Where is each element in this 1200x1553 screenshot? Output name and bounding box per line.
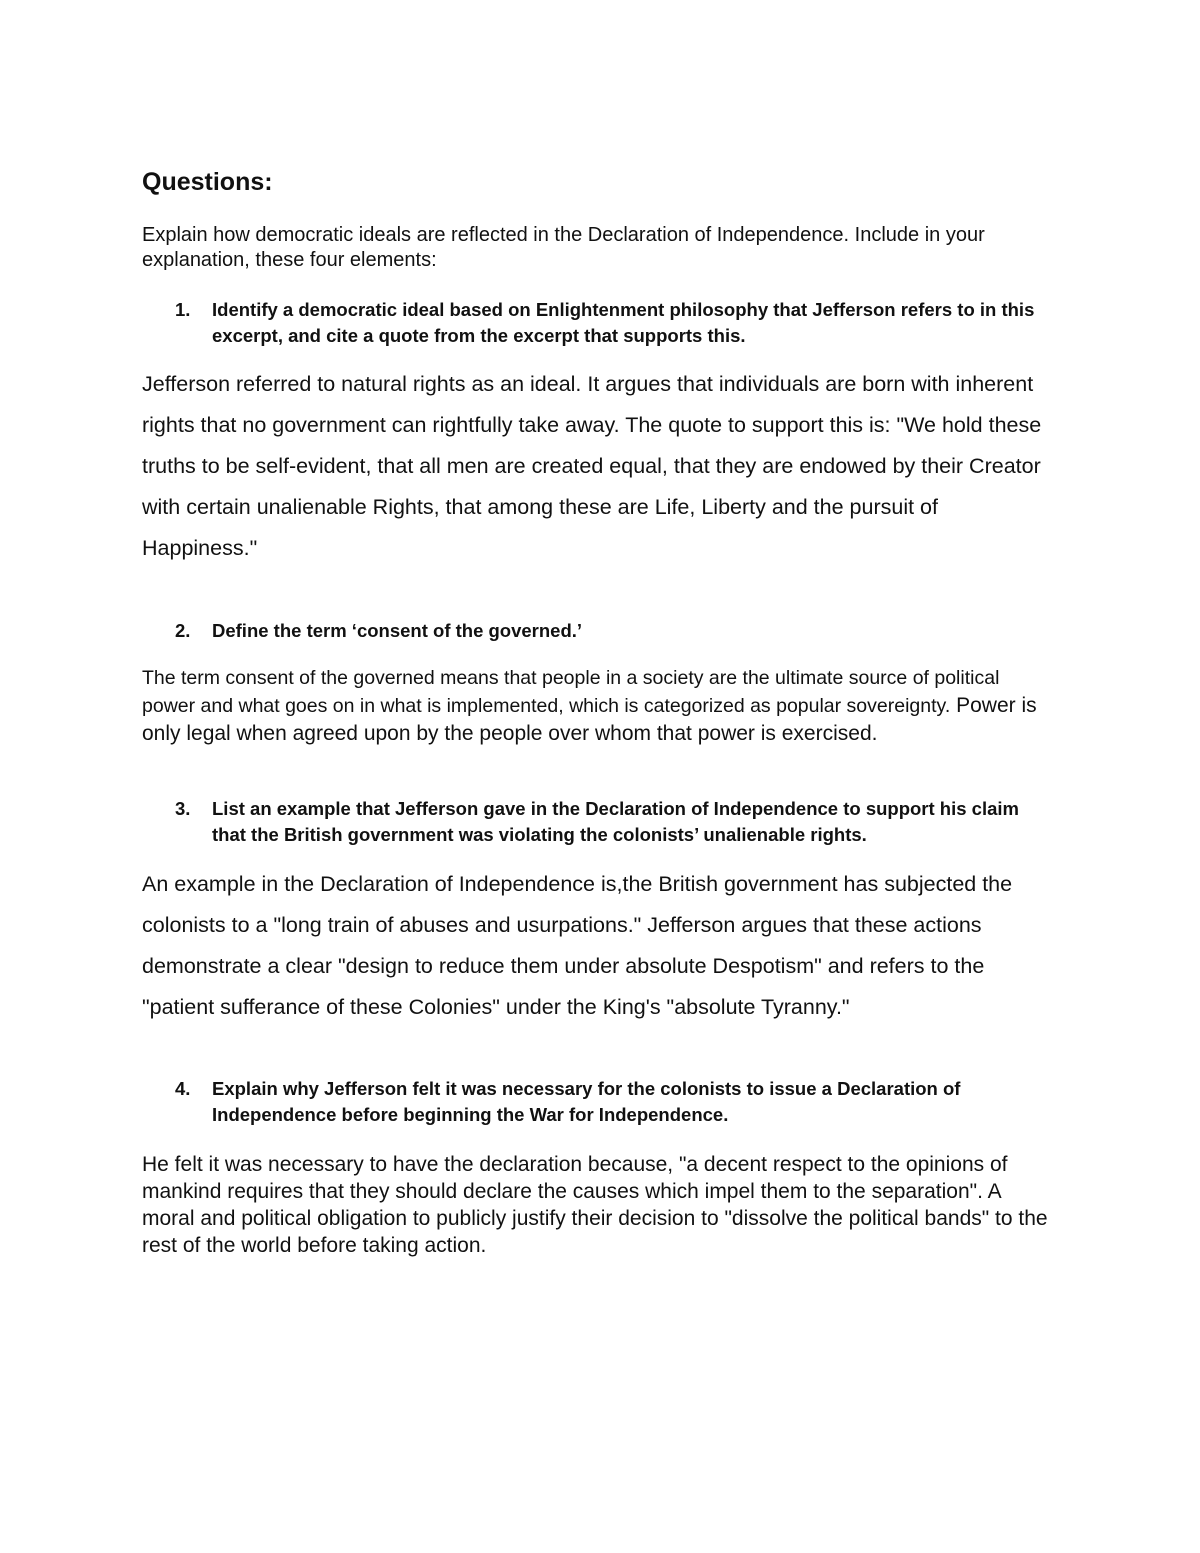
question-number: 1. <box>175 299 191 320</box>
intro-paragraph: Explain how democratic ideals are reflected in the Declaration of Independence. Include in your explanation, these four elements: <box>142 224 985 271</box>
question-number: 3. <box>175 798 191 819</box>
question-number: 4. <box>175 1078 191 1099</box>
answer-4: He felt it was necessary to have the declaration because, "a decent respect to the opinions of mankind requires that they should declare the causes which impel them to the separation". A moral and political obligation to publicly justify their decision to "dissolve the political bands" to the rest of the world before taking action. <box>142 1153 1048 1257</box>
answer-2-part-2: Power is only legal when agreed upon by the people over whom that power is exercised. <box>142 694 1037 745</box>
question-number: 2. <box>175 620 191 641</box>
question-1 <box>142 297 1052 349</box>
question-text: List an example that Jefferson gave in the Declaration of Independence to support his claim that the British government was violating the colonists’ unalienable rights. <box>212 798 1019 845</box>
answer-2-part-1: The term consent of the governed means that people in a society are the ultimate source of political power and what goes on in what is implemented, which is categorized as popular sovereignty. <box>142 667 1000 717</box>
question-text: Explain why Jefferson felt it was necessary for the colonists to issue a Declaration of Independence before beginning the War for Independence. <box>212 1078 961 1125</box>
answer-1: Jefferson referred to natural rights as an ideal. It argues that individuals are born with inherent rights that no government can rightfully take away. The quote to support this is: "We hold these truths to be self-evident, that all men are created equal, that they are endowed by their Creator with certain unalienable Rights, that among these are Life, Liberty and the pursuit of Happiness." <box>142 372 1042 560</box>
question-text: Identify a democratic ideal based on Enlightenment philosophy that Jefferson refers to in this excerpt, and cite a quote from the excerpt that supports this. <box>212 299 1035 346</box>
page-heading: Questions: <box>142 168 273 196</box>
question-text: Define the term ‘consent of the governed.’ <box>212 620 583 641</box>
question-3 <box>142 796 1052 848</box>
answer-3: An example in the Declaration of Independence is,the British government has subjected the colonists to a "long train of abuses and usurpations." Jefferson argues that these actions demonstrate a clear "design to reduce them under absolute Despotism" and refers to the "patient sufferance of these Colonies" under the King's "absolute Tyranny." <box>142 872 1013 1019</box>
answer-2 <box>142 665 1047 748</box>
question-4 <box>142 1076 1052 1128</box>
question-2 <box>142 618 1052 644</box>
